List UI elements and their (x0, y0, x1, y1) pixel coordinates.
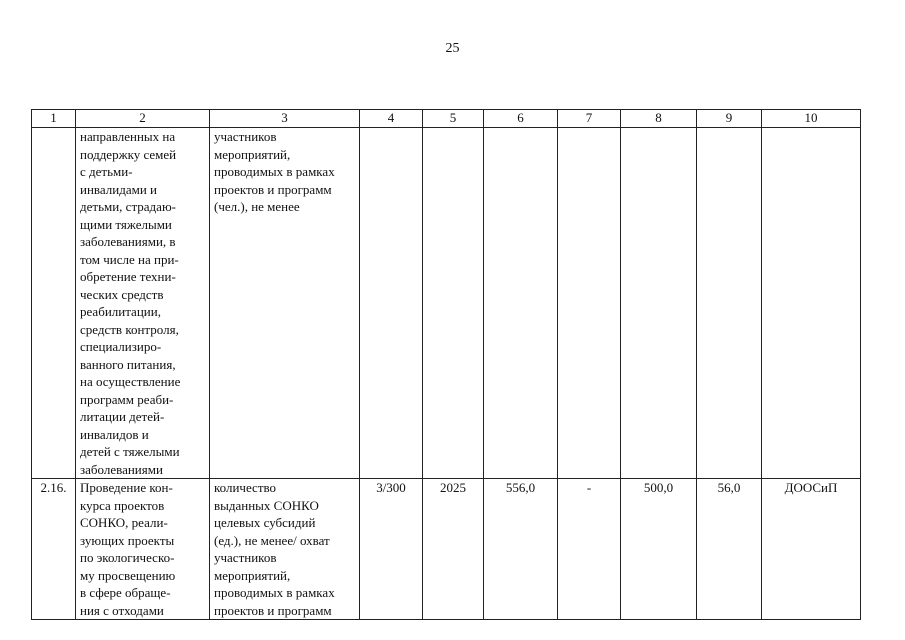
column-header-4: 4 (360, 110, 423, 128)
value-cell-10: ДООСиП (762, 479, 861, 620)
column-header-10: 10 (762, 110, 861, 128)
value-cell-8: 500,0 (621, 479, 697, 620)
value-cell-9 (697, 128, 762, 479)
measure-name-cell (76, 128, 210, 479)
row-number-cell: 2.16. (32, 479, 76, 620)
value-cell-10 (762, 128, 861, 479)
value-cell-7 (558, 128, 621, 479)
value-cell-5: 2025 (423, 479, 484, 620)
measure-name-text: Проведение кон- курса проектов СОНКО, реали- зующих проекты по экологическо- му просвещению в сфере обраще- ния с отходами (80, 480, 176, 618)
column-header-1: 1 (32, 110, 76, 128)
indicator-cell (210, 479, 360, 620)
program-table (31, 109, 861, 620)
page-number: 25 (445, 41, 460, 56)
measure-name-text: направленных на поддержку семей с детьми- инвалидами и детьми, страдаю- щими тяжелыми заболеваниями, в том числе на при- обретение техни- ческих средств реабилитации, средств контроля, специализиро- ванного питания, на осуществление программ реаби- литации детей- инвалидов и детей с тяжелыми заболеваниями (80, 129, 181, 477)
value-cell-6 (484, 128, 558, 479)
column-header-3: 3 (210, 110, 360, 128)
value-cell-9: 56,0 (697, 479, 762, 620)
table-row (32, 128, 861, 479)
value-cell-4 (360, 128, 423, 479)
value-cell-8 (621, 128, 697, 479)
indicator-text: количество выданных СОНКО целевых субсидий (ед.), не менее/ охват участников мероприятий, проводимых в рамках проектов и программ (214, 480, 335, 618)
column-header-7: 7 (558, 110, 621, 128)
column-number-row (32, 110, 861, 128)
value-cell-6: 556,0 (484, 479, 558, 620)
column-header-9: 9 (697, 110, 762, 128)
indicator-cell (210, 128, 360, 479)
value-cell-5 (423, 128, 484, 479)
row-number-cell (32, 128, 76, 479)
column-header-8: 8 (621, 110, 697, 128)
column-header-2: 2 (76, 110, 210, 128)
measure-name-cell (76, 479, 210, 620)
value-cell-4: 3/300 (360, 479, 423, 620)
column-header-6: 6 (484, 110, 558, 128)
value-cell-7: - (558, 479, 621, 620)
column-header-5: 5 (423, 110, 484, 128)
table-row (32, 479, 861, 620)
indicator-text: участников мероприятий, проводимых в рамках проектов и программ (чел.), не менее (214, 129, 335, 214)
